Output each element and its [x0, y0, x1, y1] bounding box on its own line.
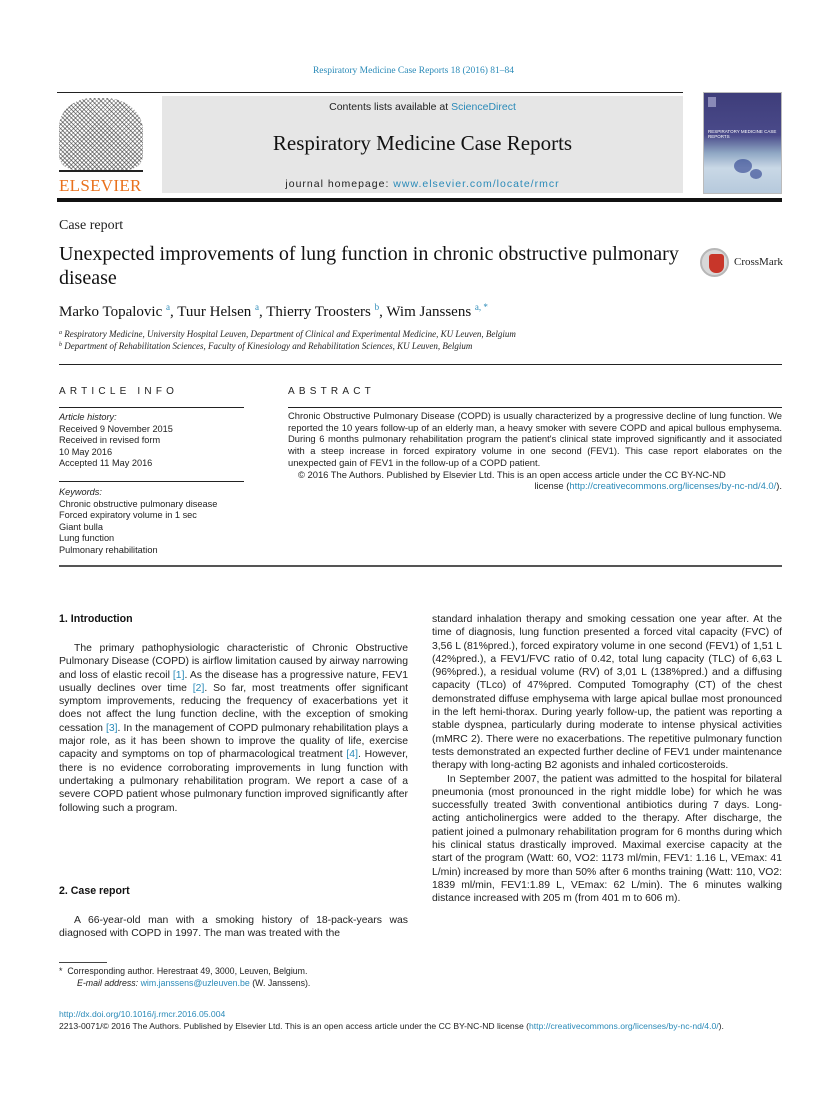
author-affiliation-sup[interactable]: b	[374, 302, 380, 312]
issn-text: 2213-0071/© 2016 The Authors. Published by Elsevier Ltd. This is an open access article under the CC BY-NC-ND license (	[59, 1021, 530, 1031]
keywords-rule	[59, 481, 244, 482]
text-run: . So far, most treatments offer significant symptom improvements, reducing the frequency of exacerbations yet it does not affect the lung function decline, with the exception of smoking cessation	[59, 682, 408, 734]
footer-license-link[interactable]: http://creativecommons.org/licenses/by-nc-nd/4.0/	[529, 1021, 719, 1031]
keyword: Chronic obstructive pulmonary disease	[59, 498, 218, 509]
abstract-body: Chronic Obstructive Pulmonary Disease (COPD) is usually characterized by a progressive decline of lung function. We reported the 10 years follow-up of an elderly man, a heavy smoker with severe COPD and apical bullous emphysema. During 6 months pulmonary rehabilitation program the patient's clinical state improved significantly and it associated with a steep increase in forced expiratory volume in one second (FEV1). This case report elaborates on the unexpected gain of FEV1 in the follow-up of a COPD patient.	[288, 410, 782, 468]
author-affiliation-sup[interactable]: a	[166, 302, 170, 312]
article-info-heading: ARTICLE INFO	[59, 386, 179, 397]
masthead-rule	[57, 198, 782, 202]
email-link[interactable]: wim.janssens@uzleuven.be	[140, 977, 250, 988]
history-item: Received in revised form	[59, 435, 161, 446]
affiliation-a	[59, 329, 516, 339]
author-name[interactable]: Tuur Helsen	[177, 304, 252, 320]
keywords	[59, 487, 244, 557]
license-suffix: ).	[776, 480, 782, 492]
keyword: Giant bulla	[59, 521, 103, 532]
history-label: Article history:	[59, 412, 117, 422]
case-report-text-left	[59, 914, 408, 941]
text-run: . However, there is no evidence corroborating improvements in lung function with undertaking a pulmonary rehabilitation program. We report a case of a severe COPD patient whose pulmonary function improved significantly after following such a program.	[59, 749, 408, 814]
cover-elsevier-icon	[708, 97, 716, 107]
author-affiliation-sup[interactable]: a	[255, 302, 260, 312]
section-divider	[59, 364, 782, 365]
history-item: 10 May 2016	[59, 446, 113, 457]
email-suffix: (W. Janssens).	[252, 977, 311, 988]
header-rule	[57, 92, 683, 93]
footnote-rule	[59, 962, 107, 963]
affiliation-text: Department of Rehabilitation Sciences, Faculty of Kinesiology and Rehabilitation Sciences, KU Leuven, Belgium	[64, 341, 473, 351]
case-report-heading: 2. Case report	[59, 885, 130, 897]
article-info-rule	[59, 407, 244, 408]
running-head[interactable]: Respiratory Medicine Case Reports 18 (2016) 81–84	[312, 66, 515, 76]
citation-link[interactable]: [3]	[105, 722, 118, 734]
abstract-bottom-rule	[59, 565, 782, 567]
text-run: The primary pathophysiologic characteristic of Chronic Obstructive Pulmonary Disease (COPD) is airflow limitation caused by airway narrowing and loss of elastic recoil	[59, 643, 408, 681]
crossmark-icon	[700, 248, 729, 277]
homepage-prefix: journal homepage:	[285, 178, 394, 190]
citation-link[interactable]: [1]	[172, 669, 185, 681]
journal-banner	[162, 96, 683, 193]
paragraph: A 66-year-old man with a smoking history of 18-pack-years was diagnosed with COPD in 1997. The man was treated with the	[59, 915, 408, 940]
history-item: Accepted 11 May 2016	[59, 458, 153, 469]
keyword: Pulmonary rehabilitation	[59, 544, 158, 555]
elsevier-wordmark: ELSEVIER	[59, 176, 142, 195]
homepage-line	[162, 178, 683, 190]
elsevier-logo[interactable]	[57, 96, 145, 194]
author-affiliation-sup[interactable]: a, *	[474, 302, 488, 312]
journal-title: Respiratory Medicine Case Reports	[272, 131, 573, 155]
crossmark-label: CrossMark	[734, 256, 783, 268]
author-name[interactable]: Thierry Troosters	[266, 304, 371, 320]
introduction-text	[59, 642, 408, 815]
history-item: Received 9 November 2015	[59, 423, 173, 434]
keywords-label: Keywords:	[59, 487, 102, 497]
issn-suffix: ).	[718, 1021, 724, 1031]
citation-link[interactable]: [2]	[192, 682, 205, 694]
license-link[interactable]: http://creativecommons.org/licenses/by-nc-nd/4.0/	[569, 480, 777, 492]
keyword: Forced expiratory volume in 1 sec	[59, 510, 197, 521]
author-list: Marko Topalovic $^a$, Tuur Helsen $^a$, Thierry Troosters $^b$, Wim Janssens $^{a, *}$	[59, 302, 488, 320]
doi-link[interactable]: http://dx.doi.org/10.1016/j.rmcr.2016.05.004	[59, 1009, 226, 1019]
cover-cell-graphic	[734, 159, 752, 173]
cover-title: RESPIRATORY MEDICINE CASE REPORTS	[708, 129, 777, 140]
article-history	[59, 412, 244, 470]
contents-line	[162, 101, 683, 113]
text-run: . In the management of COPD pulmonary rehabilitation plays a major role, as it has been shown to improve the quality of life, exercise capacity and symptoms on top of pharmacological treatment	[59, 722, 408, 761]
journal-homepage-link[interactable]: www.elsevier.com/locate/rmcr	[393, 178, 560, 190]
corresponding-author: Corresponding author. Herestraat 49, 3000, Leuven, Belgium.	[67, 966, 308, 976]
journal-cover-thumbnail[interactable]	[703, 92, 782, 194]
author-name[interactable]: Marko Topalovic	[59, 304, 163, 320]
case-report-text-right	[432, 613, 782, 906]
abstract-heading: ABSTRACT	[288, 386, 375, 397]
elsevier-tree-icon	[59, 98, 143, 170]
footnote	[59, 966, 419, 989]
issn-line	[59, 1021, 799, 1031]
affiliation-b	[59, 341, 472, 351]
keyword: Lung function	[59, 533, 115, 544]
abstract-license	[288, 480, 782, 492]
sciencedirect-link[interactable]: ScienceDirect	[451, 101, 516, 113]
license-prefix: license (	[534, 480, 570, 492]
logo-ground-line	[59, 170, 143, 172]
paragraph: standard inhalation therapy and smoking cessation one year after. At the time of diagnosis, lung function presented a forced vital capacity (FVC) of 3,56 L (81%pred.), forced expiratory volume in one second (FEV1) of 1,51 L (42%pred.), a FEV1/FVC ratio of 0.42, total lung capacity (TLC) of 6,63 L (96%pred.), a residual volume (RV) of 3,01 L (138%pred.) and a diffusing capacity (TLco) of 47%pred. Computed Tomography (CT) of the chest demonstrated diffuse emphysema with large apical bullae most pronounced in the left hemi-thorax. During yearly follow-up, the patient was reporting a stable dyspnea, particularly during moderate to intense physical activities (mMRC 2). There were no exacerbations. The repetitive pulmonary function tests demonstrated an expected further decline of FEV1 under maintenance therapy with long-acting B2 agonists and inhaled corticosteroids.	[432, 614, 782, 772]
email-label: E-mail address:	[77, 977, 139, 988]
author-name[interactable]: Wim Janssens	[386, 304, 472, 320]
text-run: . As the disease has a progressive nature, FEV1 usually declines over time	[59, 669, 408, 694]
affiliation-marker: b	[59, 342, 62, 348]
affiliation-text: Respiratory Medicine, University Hospital Leuven, Department of Clinical and Experimental Medicine, KU Leuven, Belgium	[64, 329, 516, 339]
cover-cell-graphic	[750, 169, 762, 179]
crossmark-button[interactable]	[700, 248, 790, 278]
abstract	[288, 410, 782, 492]
paragraph: In September 2007, the patient was admitted to the hospital for bilateral pneumonia (most pronounced in the right middle lobe) for which he was successfully treated 3with conventional antibiotics during 7 days. Long-acting anticholinergics were added to the therapy. After discharge, the patient joined a pulmonary rehabilitation program for 6 months during which his clinical status drastically improved. Maximal exercise capacity at the start of the program (Watt: 60, VO2: 1173 ml/min, FEV1: 1.16 L, VEmax: 41 L/min) increased by more than 50% after 6 months training (Watt: 110, VO2: 1839 ml/min, FEV1:1.89 L, VEmax: 62 L/min). The 6 minutes walking distance increased with 205 m (from 401 m to 606 m).	[432, 773, 782, 905]
affiliation-marker: a	[59, 330, 62, 336]
article-type-label: Case report	[59, 218, 124, 233]
abstract-rule	[288, 407, 782, 408]
footnote-marker: *	[59, 966, 63, 976]
introduction-heading: 1. Introduction	[59, 613, 133, 625]
article-title: Unexpected improvements of lung function in chronic obstructive pulmonary disease	[59, 243, 679, 289]
citation-link[interactable]: [4]	[346, 749, 358, 761]
contents-prefix: Contents lists available at	[329, 101, 452, 113]
abstract-copyright: © 2016 The Authors. Published by Elsevier Ltd. This is an open access article under the CC BY-NC-ND	[298, 468, 726, 480]
